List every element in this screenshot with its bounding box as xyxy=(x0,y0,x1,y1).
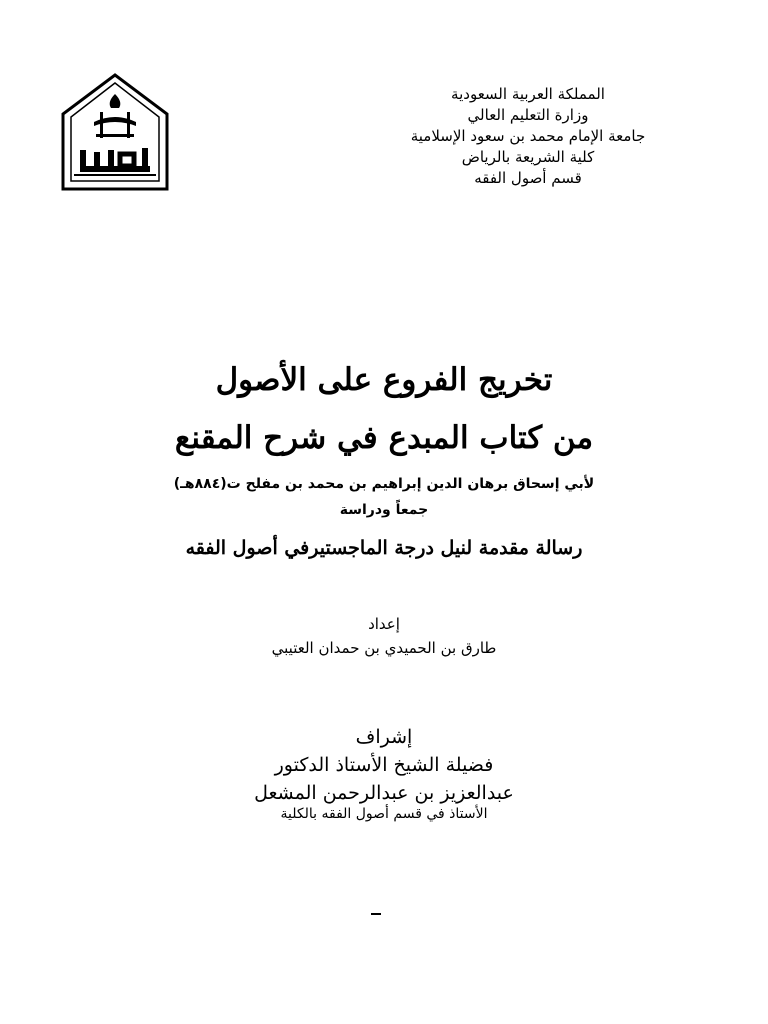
preparation-label: إعداد xyxy=(368,615,400,633)
supervision-label: إشراف xyxy=(355,726,413,748)
title-line-2: من كتاب المبدع في شرح المقنع xyxy=(174,420,594,456)
header-country: المملكة العربية السعودية xyxy=(451,85,605,103)
page-dash xyxy=(371,913,381,915)
author-line: لأبي إسحاق برهان الدين إبراهيم بن محمد بن مفلح ت(٨٨٤هـ) xyxy=(173,476,595,492)
supervisor-title: فضيلة الشيخ الأستاذ الدكتور xyxy=(274,754,494,776)
method-line: جمعاً ودراسة xyxy=(339,502,429,518)
title-line-1: تخريج الفروع على الأصول xyxy=(215,362,553,398)
header-department: قسم أصول الفقه xyxy=(474,169,582,187)
header-college: كلية الشريعة بالرياض xyxy=(461,148,595,166)
university-logo-icon xyxy=(60,72,170,192)
header-ministry: وزارة التعليم العالي xyxy=(467,106,589,124)
supervisor-role: الأستاذ في قسم أصول الفقه بالكلية xyxy=(280,806,488,822)
thesis-line: رسالة مقدمة لنيل درجة الماجستيرفي أصول الفقه xyxy=(185,537,583,559)
institution-header xyxy=(348,84,708,189)
header-university: جامعة الإمام محمد بن سعود الإسلامية xyxy=(410,127,646,145)
preparation-name: طارق بن الحميدي بن حمدان العتيبي xyxy=(271,639,497,657)
supervisor-name: عبدالعزيز بن عبدالرحمن المشعل xyxy=(254,782,514,804)
